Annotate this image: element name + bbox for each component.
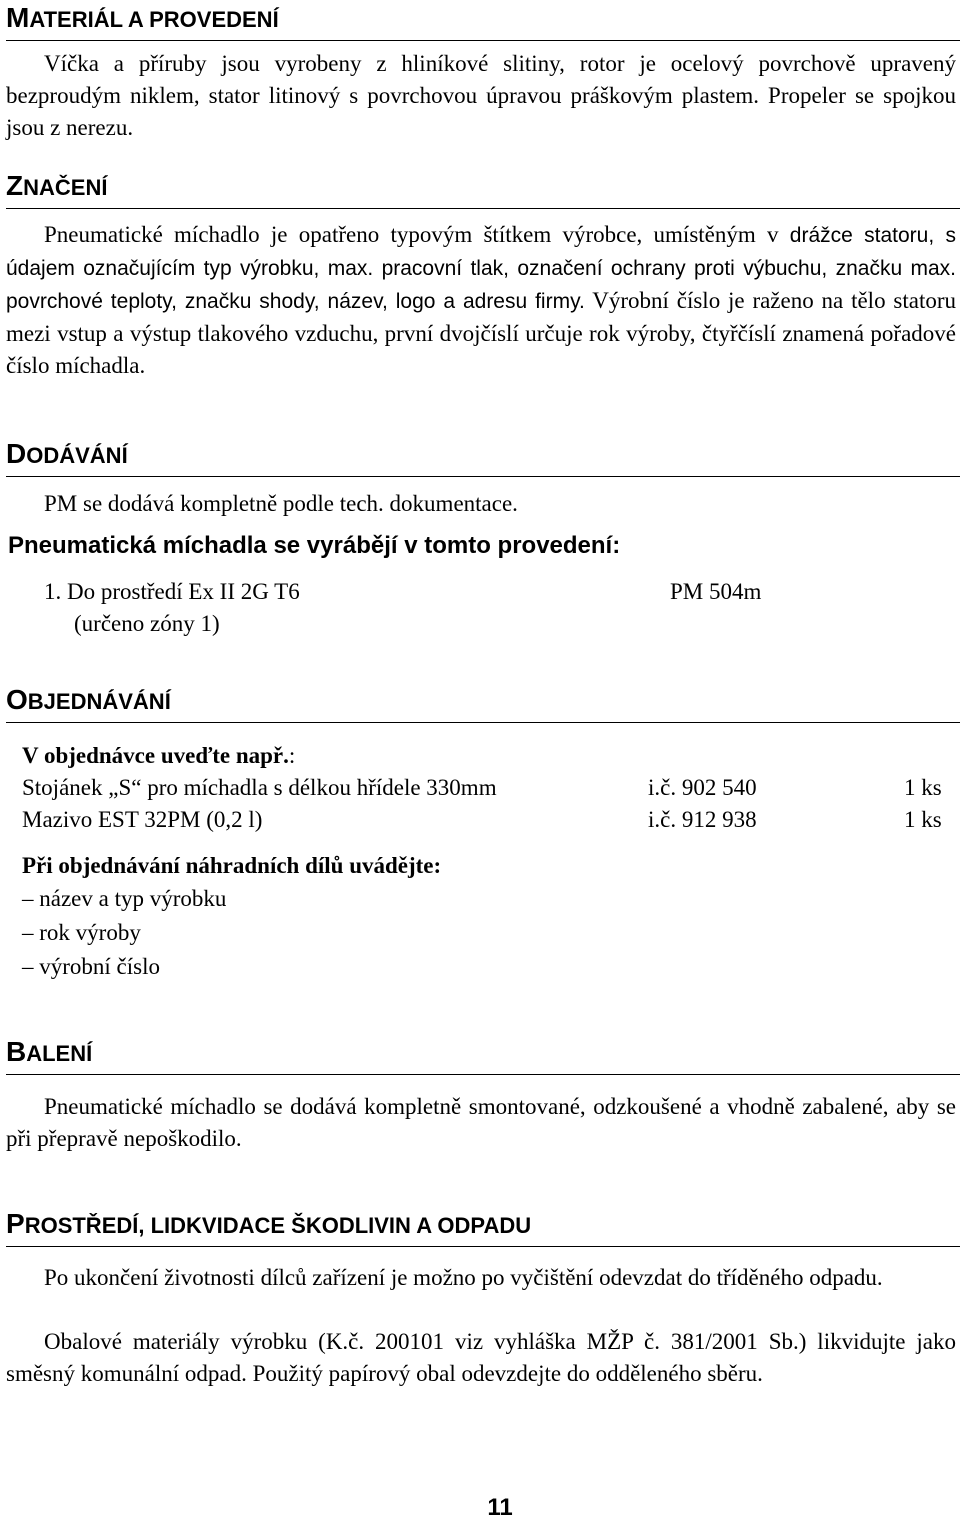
order-row-qty: 1 ks bbox=[904, 775, 942, 800]
delivery-text: PM se dodává kompletně podle tech. dokumentace. bbox=[44, 491, 518, 516]
order-row-code: i.č. 912 938 bbox=[648, 807, 757, 832]
page-number: 11 bbox=[487, 1494, 513, 1521]
order-row-qty: 1 ks bbox=[904, 807, 942, 832]
material-paragraph: Víčka a příruby jsou vyrobeny z hliníkové slitiny, rotor je ocelový povrchově upravený bezproudým niklem, stator litinový s povrchovou úpravou práškovým plastem. Propeler se spojkou jsou z nerezu. bbox=[6, 51, 956, 140]
spare-parts-item: – název a typ výrobku bbox=[22, 886, 227, 911]
order-row-name: Mazivo EST 32PM (0,2 l) bbox=[22, 807, 263, 832]
order-row-code: i.č. 902 540 bbox=[648, 775, 757, 800]
heading-delivery: DODÁVÁNÍ bbox=[6, 438, 960, 477]
packaging-paragraph: Pneumatické míchadlo se dodává kompletně smontované, odzkoušené a vhodně zabalené, aby se při přepravě nepoškodilo. bbox=[6, 1094, 956, 1151]
variant-model: PM 504m bbox=[670, 579, 762, 604]
spare-parts-label: Při objednávání náhradních dílů uvádějte: bbox=[22, 853, 442, 878]
order-row-name: Stojánek „S“ pro míchadla s délkou hřídele 330mm bbox=[22, 775, 497, 800]
heading-material: MATERIÁL A PROVEDENÍ bbox=[6, 2, 960, 41]
variant-item: 1. Do prostředí Ex II 2G T6 bbox=[44, 579, 300, 604]
environment-paragraph-1: Po ukončení životnosti dílců zařízení je možno po vyčištění odevzdat do tříděného odpadu. bbox=[44, 1265, 883, 1290]
heading-environment: PROSTŘEDÍ, LIDKVIDACE ŠKODLIVIN A ODPADU bbox=[6, 1208, 960, 1247]
heading-ordering: OBJEDNÁVÁNÍ bbox=[6, 684, 960, 723]
spare-parts-item: – rok výroby bbox=[22, 920, 141, 945]
variants-subheading: Pneumatická míchadla se vyrábějí v tomto provedení: bbox=[8, 532, 621, 559]
environment-paragraph-2: Obalové materiály výrobku (K.č. 200101 viz vyhláška MŽP č. 381/2001 Sb.) likvidujte jako směsný komunální odpad. Použitý papírový obal odevzdejte do odděleného sběru. bbox=[6, 1329, 956, 1386]
heading-marking: ZNAČENÍ bbox=[6, 170, 960, 209]
marking-paragraph: Pneumatické míchadlo je opatřeno typovým štítkem výrobce, umístěným v drážce statoru, s údajem označujícím typ výrobku, max. pracovní tlak, označení ochrany proti výbuchu, značku max. povrchové teploty, značku shody, název, logo a adresu firmy. Výrobní číslo je raženo na tělo statoru mezi vstup a výstup tlakového vzduchu, první dvojčíslí určuje rok výroby, čtyřčíslí znamená pořadové číslo míchadla. bbox=[6, 222, 957, 378]
variant-note: (určeno zóny 1) bbox=[74, 611, 220, 636]
heading-packaging: BALENÍ bbox=[6, 1036, 960, 1075]
order-example-label: V objednávce uveďte např.: bbox=[22, 743, 296, 768]
spare-parts-item: – výrobní číslo bbox=[22, 954, 160, 979]
